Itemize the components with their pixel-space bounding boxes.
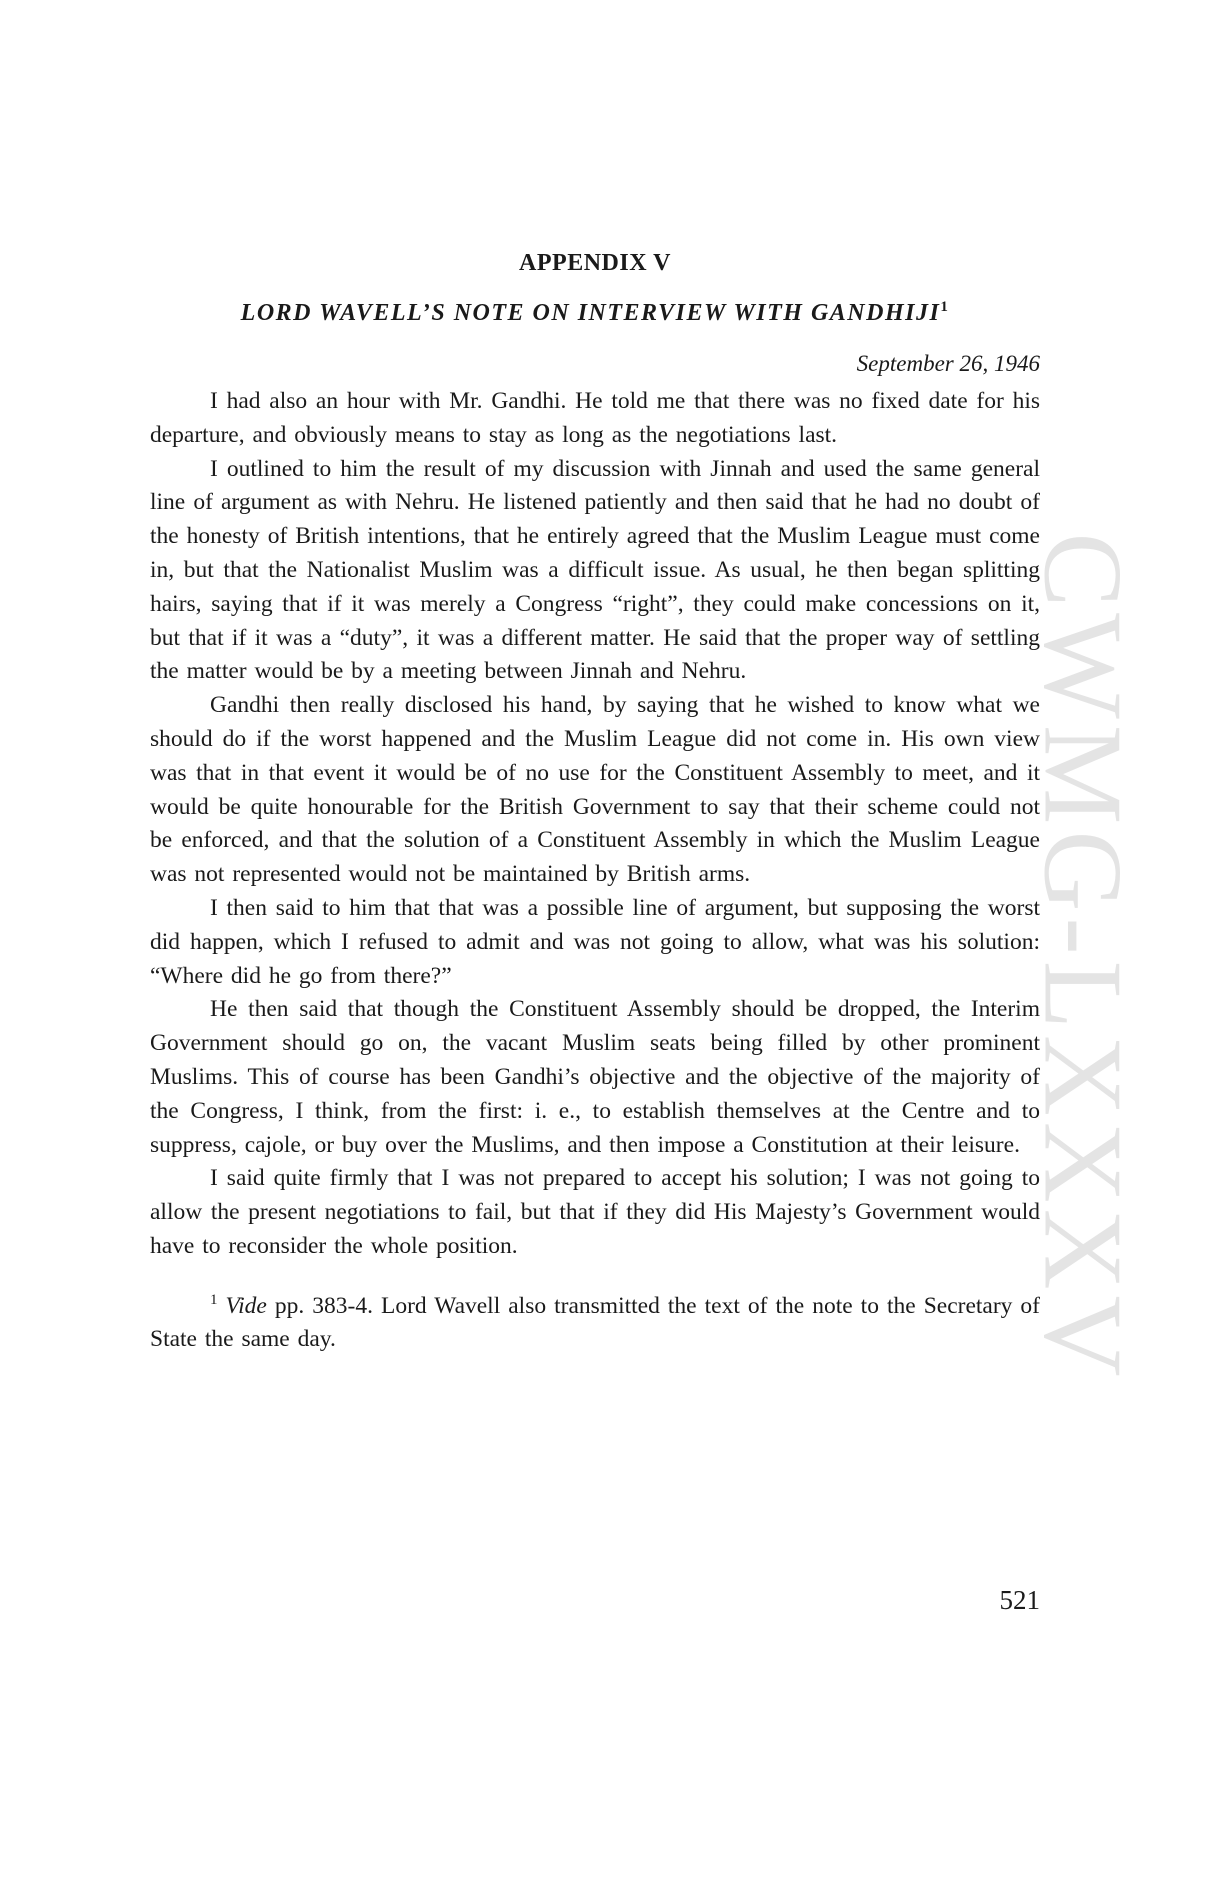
document-title-text: LORD WAVELL’S NOTE ON INTERVIEW WITH GANDHIJI (240, 300, 941, 326)
paragraph: I outlined to him the result of my discussion with Jinnah and used the same general line of argument as with Nehru. He listened patiently and then said that he had no doubt of the honesty of British intentions, that he entirely agreed that the Muslim League must come in, but that the Nationalist Muslim was a difficult issue. As usual, he then began splitting hairs, saying that if it was merely a Congress “right”, they could make concessions on it, but that if it was a “duty”, it was a different matter. He said that the proper way of settling the matter would be by a meeting between Jinnah and Nehru. (150, 455, 1040, 685)
paragraph: He then said that though the Constituent Assembly should be dropped, the Interim Government should go on, the vacant Muslim seats being filled by other prominent Muslims. This of course has been Gandhi’s objective and the objective of the majority of the Congress, I think, from the first: i. e., to establish themselves at the Centre and to suppress, cajole, or buy over the Muslims, and then impose a Constitution at their leisure. (150, 996, 1040, 1158)
title-footnote-marker: 1 (940, 299, 950, 315)
document-page (150, 250, 1040, 1357)
paragraph: I had also an hour with Mr. Gandhi. He told me that there was no fixed date for his departure, and obviously means to stay as long as the negotiations last. (150, 388, 1040, 448)
footnote-text: pp. 383-4. Lord Wavell also transmitted the text of the note to the Secretary of State the same day. (150, 1292, 1041, 1353)
note-body (150, 385, 1040, 1264)
paragraph: Gandhi then really disclosed his hand, by saying that he wished to know what we should do if the worst happened and the Muslim League did not come in. His own view was that in that event it would be of no use for the Constituent Assembly to meet, and it would be quite honourable for the British Government to say that their scheme could not be enforced, and that the solution of a Constituent Assembly in which the Muslim League was not represented would not be maintained by British arms. (150, 692, 1040, 888)
appendix-heading: APPENDIX V (519, 250, 671, 276)
document-title (150, 299, 1040, 327)
paragraph: I then said to him that that was a possible line of argument, but supposing the worst did happen, which I refused to admit and was not going to allow, what was his solution: “Where did he go from there?” (150, 894, 1040, 989)
page-number: 521 (999, 1585, 1040, 1615)
watermark-text: CWMG-LXXXV (1020, 531, 1145, 1383)
footnote-marker: 1 (210, 1291, 218, 1308)
paragraph: I said quite firmly that I was not prepared to accept his solution; I was not going to allow the present negotiations to fail, but that if they did His Majesty’s Government would have to reconsider the whole position. (150, 1165, 1040, 1259)
footnote (150, 1284, 1040, 1357)
footnote-vide: Vide (225, 1292, 267, 1319)
note-date: September 26, 1946 (856, 351, 1040, 376)
